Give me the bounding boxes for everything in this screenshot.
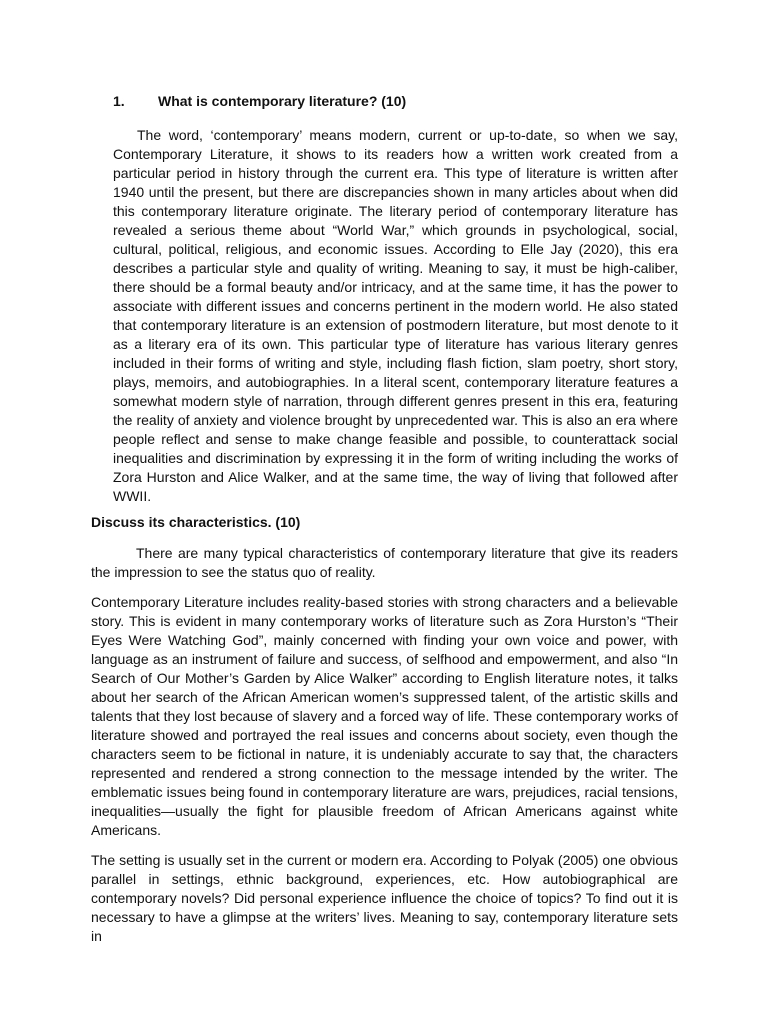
characteristics-intro-paragraph: There are many typical characteristics of contemporary literature that give its readers the impression to see the status quo of reality.: [91, 545, 678, 580]
question-title: What is contemporary literature? (10): [158, 93, 407, 109]
definition-paragraph: The word, ‘contemporary’ means modern, current or up-to-date, so when we say, Contemporary Literature, it shows to its readers how a written work created from a particular period in history through the current era. This type of literature is written after 1940 until the present, but there are discrepancies shown in many articles about when did this contemporary literature originate. The literary period of contemporary literature has revealed a serious theme about “World War,” which grounds in psychological, social, cultural, political, religious, and economic issues. According to Elle Jay (2020), this era describes a particular style and quality of writing. Meaning to say, it must be high-caliber, there should be a formal beauty and/or intricacy, and at the same time, it has the power to associate with different issues and concerns pertinent in the modern world. He also stated that contemporary literature is an extension of postmodern literature, but most denote to it as a literary era of its own. This particular type of literature has various literary genres included in their forms of writing and style, including flash fiction, slam poetry, short story, plays, memoirs, and autobiographies. In a literal scent, contemporary literature features a somewhat modern style of narration, through different genres present in this era, featuring the reality of anxiety and violence brought by unprecedented war. This is also an era where people reflect and sense to make change feasible and possible, to counterattack social inequalities and discrimination by expressing it in the form of writing including the works of Zora Hurston and Alice Walker, and at the same time, the way of living that followed after WWII.: [113, 127, 678, 504]
question-number: 1.: [113, 93, 125, 109]
characteristics-heading: Discuss its characteristics. (10): [91, 514, 301, 530]
setting-paragraph: The setting is usually set in the current or modern era. According to Polyak (2005) one obvious parallel in settings, ethnic background, experiences, etc. How autobiographical are contemporary novels? Did personal experience influence the choice of topics? To find out it is necessary to have a glimpse at the writers’ lives. Meaning to say, contemporary literature sets in: [91, 852, 678, 944]
reality-based-stories-paragraph: Contemporary Literature includes reality-based stories with strong characters and a believable story. This is evident in many contemporary works of literature such as Zora Hurston’s “Their Eyes Were Watching God”, mainly concerned with finding your own voice and power, with language as an instrument of failure and success, of selfhood and empowerment, and also “In Search of Our Mother’s Garden by Alice Walker” according to English literature notes, it talks about her search of the African American women’s suppressed talent, of the artistic skills and talents that they lost because of slavery and a forced way of life. These contemporary works of literature showed and portrayed the real issues and concerns about society, even though the characters seem to be fictional in nature, it is undeniably accurate to say that, the characters represented and rendered a strong connection to the message intended by the writer. The emblematic issues being found in contemporary literature are wars, prejudices, racial tensions, inequalities—usually the fight for plausible freedom of African Americans against white Americans.: [91, 594, 678, 838]
question-heading: [113, 92, 406, 111]
